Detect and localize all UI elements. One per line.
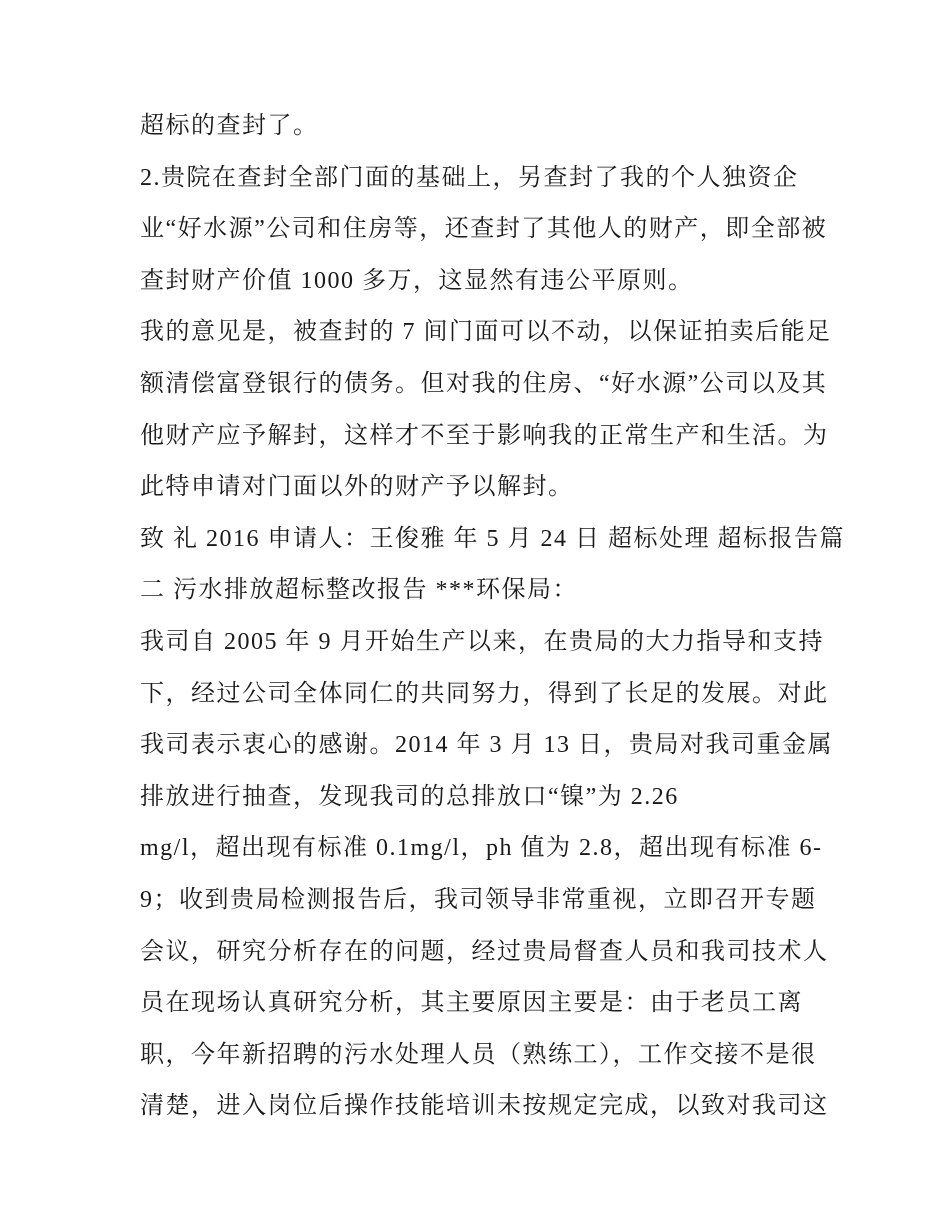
text-line: 排放进行抽查，发现我司的总排放口“镍”为 2.26 <box>140 783 679 810</box>
text-line: mg/l，超出现有标准 0.1mg/l，ph 值为 2.8，超出现有标准 6- <box>140 835 823 862</box>
text-line: 查封财产价值 1000 多万，这显然有违公平原则。 <box>140 267 694 294</box>
text-line: 业“好水源”公司和住房等，还查封了其他人的财产，即全部被 <box>140 216 828 243</box>
text-line: 9；收到贵局检测报告后，我司领导非常重视，立即召开专题 <box>140 886 817 913</box>
text-line: 二 污水排放超标整改报告 ***环保局： <box>140 577 578 604</box>
text-line: 额清偿富登银行的债务。但对我的住房、“好水源”公司以及其 <box>140 370 828 397</box>
text-line: 2.贵院在查封全部门面的基础上，另查封了我的个人独资企 <box>140 164 799 191</box>
text-line: 会议，研究分析存在的问题，经过贵局督查人员和我司技术人 <box>140 938 829 965</box>
text-line: 此特申请对门面以外的财产予以解封。 <box>140 474 574 501</box>
text-line: 清楚，进入岗位后操作技能培训未按规定完成，以致对我司这 <box>140 1093 829 1120</box>
text-line: 我司自 2005 年 9 月开始生产以来，在贵局的大力指导和支持 <box>140 628 824 655</box>
text-line: 员在现场认真研究分析，其主要原因主要是：由于老员工离 <box>140 990 803 1017</box>
text-line: 职，今年新招聘的污水处理人员（熟练工），工作交接不是很 <box>140 1041 817 1068</box>
document-text-block <box>140 101 845 1133</box>
text-line: 他财产应予解封，这样才不至于影响我的正常生产和生活。为 <box>140 422 829 449</box>
text-line: 致 礼 2016 申请人：王俊雅 年 5 月 24 日 超标处理 超标报告篇 <box>140 525 845 552</box>
text-line: 超标的查封了。 <box>140 113 319 139</box>
text-line: 下，经过公司全体同仁的共同努力，得到了长足的发展。对此 <box>140 680 829 707</box>
text-line: 我的意见是，被查封的 7 间门面可以不动，以保证拍卖后能足 <box>140 319 832 346</box>
text-line: 我司表示衷心的感谢。2014 年 3 月 13 日，贵局对我司重金属 <box>140 732 833 759</box>
